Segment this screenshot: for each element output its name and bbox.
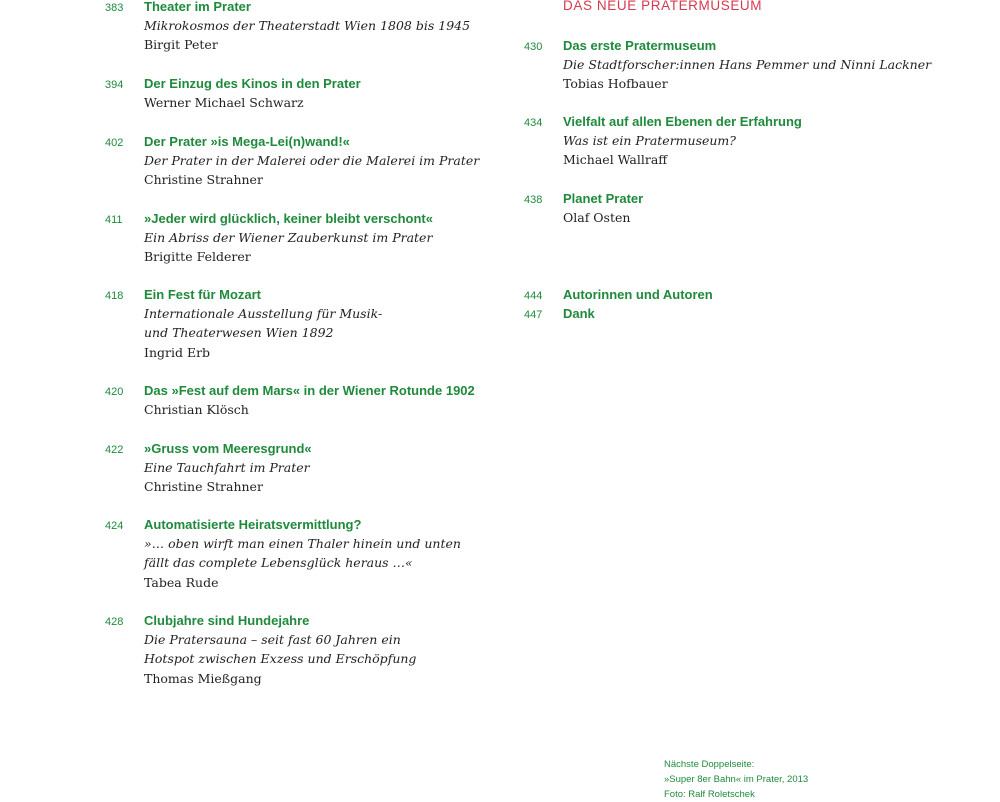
caption-line: Nächste Doppelseite: (664, 759, 755, 770)
toc-entry-title[interactable]: Das erste Pratermuseum (563, 38, 717, 53)
toc-page-number: 422 (105, 444, 124, 456)
toc-page-number: 424 (105, 520, 124, 532)
toc-entry-title[interactable]: »Jeder wird glücklich, keiner bleibt verschont« (144, 211, 433, 226)
toc-entry-author: Ingrid Erb (144, 344, 211, 360)
toc-entry-subtitle: »… oben wirft man einen Thaler hinein und unten fällt das complete Lebensglück heraus …« (144, 536, 461, 571)
photo-caption (664, 757, 808, 802)
toc-entry-subtitle: Was ist ein Pratermuseum? (563, 133, 736, 148)
toc-page-number: 420 (105, 386, 124, 398)
toc-entry-author: Christine Strahner (144, 479, 263, 495)
toc-page-number: 394 (105, 79, 124, 91)
toc-entry-author: Michael Wallraff (563, 152, 668, 168)
toc-page-number: 418 (105, 290, 124, 302)
toc-entry-title[interactable]: Ein Fest für Mozart (144, 287, 262, 302)
toc-entry-title[interactable]: Vielfalt auf allen Ebenen der Erfahrung (563, 114, 802, 129)
toc-entry-author: Brigitte Felderer (144, 249, 251, 265)
toc-page-number: 447 (524, 309, 543, 321)
toc-entry-subtitle: Mikrokosmos der Theaterstadt Wien 1808 bis 1945 (144, 18, 471, 33)
toc-page-number: 444 (524, 290, 543, 302)
toc-entry-author: Olaf Osten (563, 210, 631, 225)
toc-page-number: 438 (524, 194, 543, 206)
toc-entry-author: Tobias Hofbauer (563, 76, 668, 92)
toc-entry-author: Christian Klösch (144, 402, 249, 417)
toc-entry-title[interactable]: Der Einzug des Kinos in den Prater (144, 76, 361, 91)
toc-entry-author: Birgit Peter (144, 37, 218, 53)
toc-page-number: 430 (524, 41, 543, 53)
toc-entry-author: Tabea Rude (144, 574, 219, 590)
toc-entry-subtitle: Die Stadtforscher:innen Hans Pemmer und Ninni Lackner (563, 57, 932, 72)
toc-page-number: 428 (105, 616, 124, 628)
toc-entry-title[interactable]: Autorinnen und Autoren (563, 287, 713, 302)
toc-entry-title[interactable]: Der Prater »is Mega-Lei(n)wand!« (144, 134, 350, 149)
toc-entry-title[interactable]: Theater im Prater (144, 0, 251, 14)
toc-page-number: 402 (105, 137, 124, 149)
toc-entry-subtitle: Der Prater in der Malerei oder die Malerei im Prater (144, 153, 480, 168)
toc-entry-subtitle: Eine Tauchfahrt im Prater (144, 460, 310, 475)
toc-page-number: 411 (105, 214, 123, 226)
toc-entry-title[interactable]: Das »Fest auf dem Mars« in der Wiener Rotunde 1902 (144, 383, 475, 398)
toc-entry-title[interactable]: Planet Prater (563, 191, 644, 206)
toc-entry-author: Werner Michael Schwarz (144, 95, 304, 110)
toc-entry-title[interactable]: Dank (563, 306, 595, 321)
toc-entry-subtitle: Internationale Ausstellung für Musik- und Theaterwesen Wien 1892 (144, 306, 383, 341)
toc-entry-author: Thomas Mießgang (144, 670, 262, 686)
toc-page-number: 434 (524, 117, 543, 129)
caption-line: »Super 8er Bahn« im Prater, 2013 (664, 774, 809, 785)
toc-entry-title[interactable]: Clubjahre sind Hundejahre (144, 613, 310, 628)
toc-entry-title[interactable]: Automatisierte Heiratsvermittlung? (144, 517, 362, 532)
toc-entry-subtitle: Die Pratersauna – seit fast 60 Jahren ein Hotspot zwischen Exzess und Erschöpfung (144, 632, 417, 667)
toc-entry-subtitle: Ein Abriss der Wiener Zauberkunst im Prater (144, 230, 433, 245)
toc-entry-title[interactable]: »Gruss vom Meeresgrund« (144, 441, 312, 456)
toc-page-number: 383 (105, 2, 124, 14)
section-heading: DAS NEUE PRATERMUSEUM (563, 0, 763, 13)
caption-line: Foto: Ralf Roletschek (664, 789, 755, 800)
toc-entry-author: Christine Strahner (144, 172, 263, 188)
